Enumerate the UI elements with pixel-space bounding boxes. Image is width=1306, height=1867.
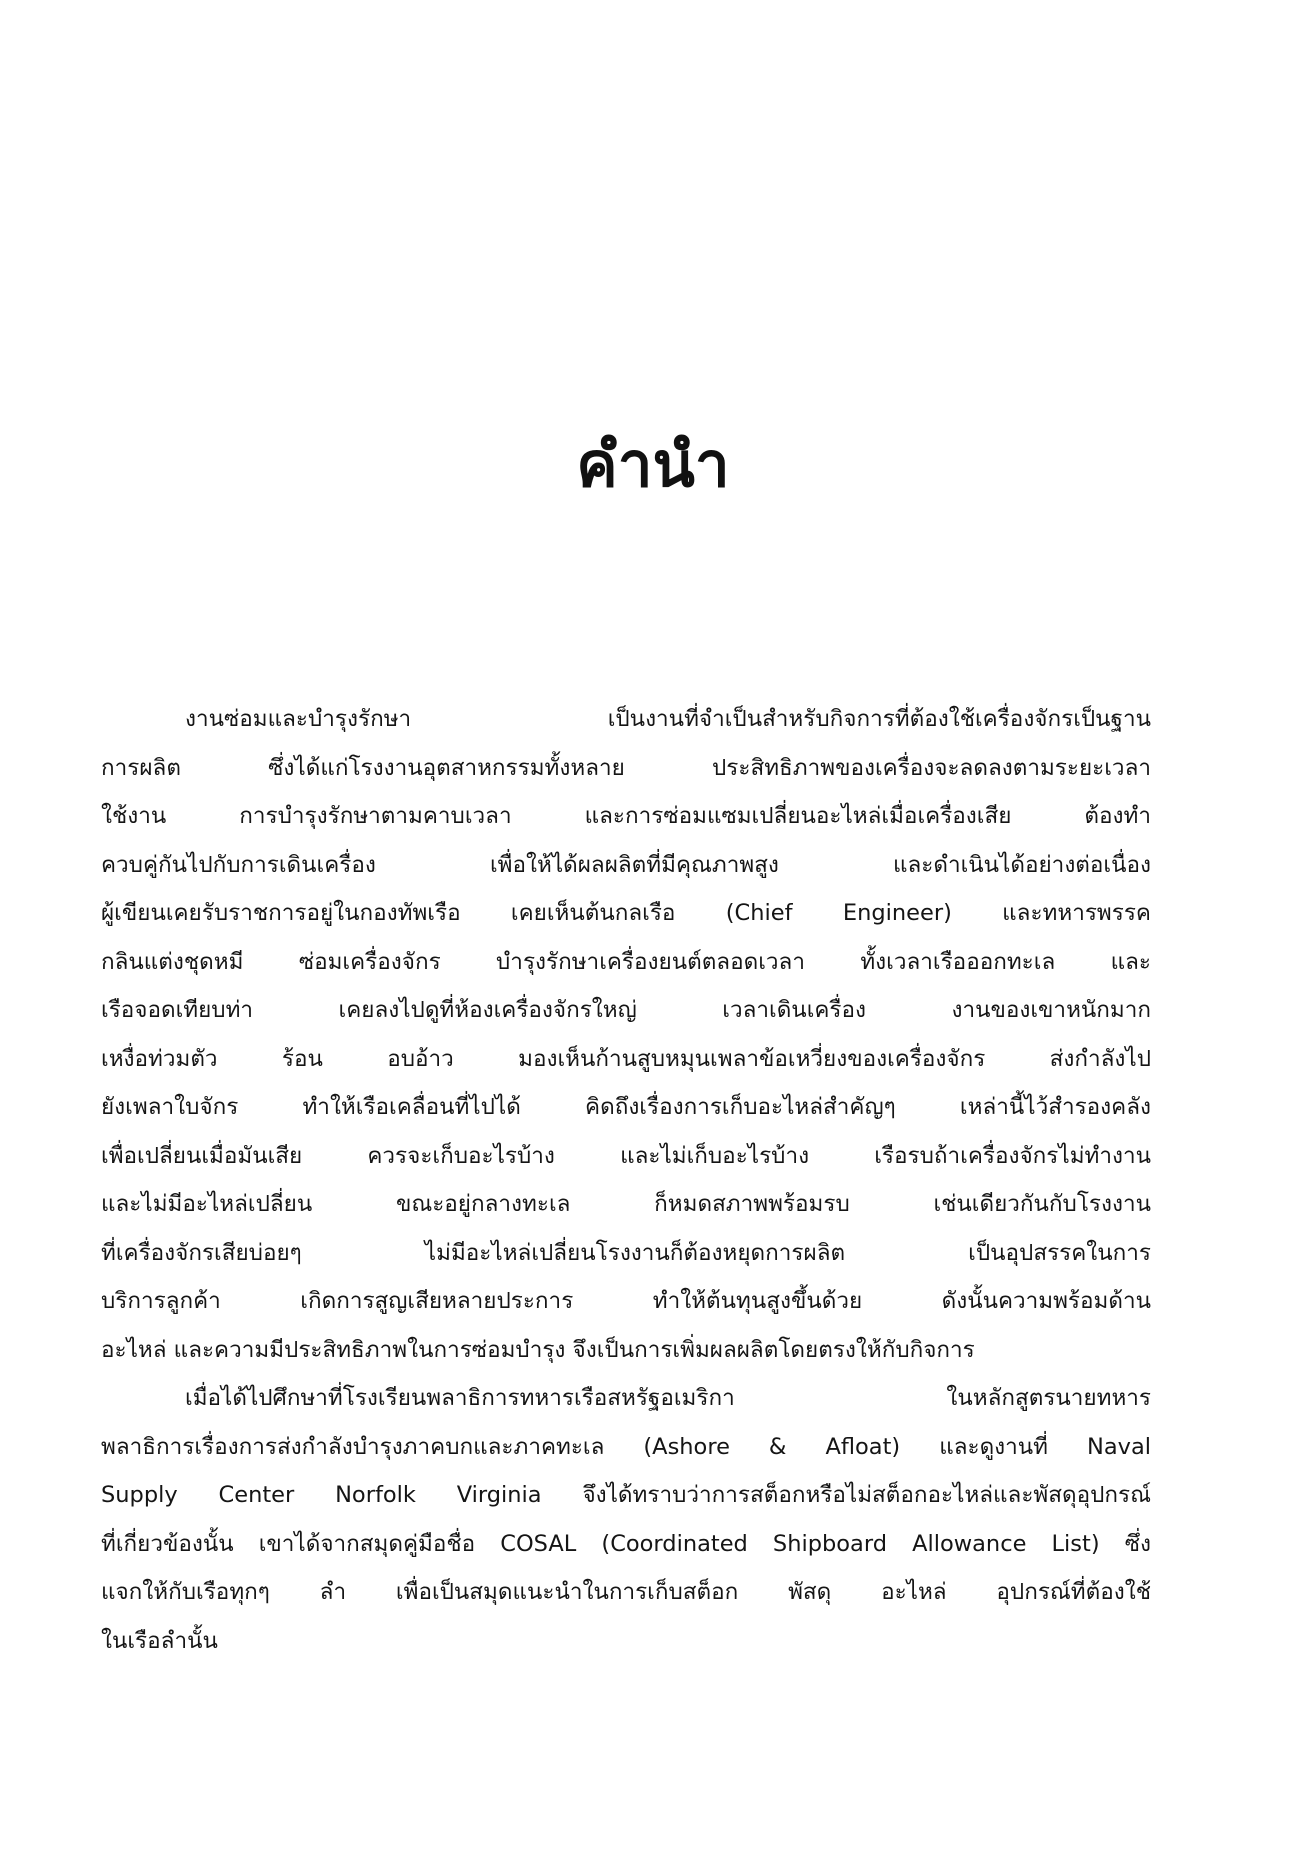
paragraph-line: ใช้งาน การบำรุงรักษาตามคาบเวลา และการซ่อมแซมเปลี่ยนอะไหล่เมื่อเครื่องเสีย ต้องทำ (101, 803, 1151, 829)
paragraph-line: ที่เครื่องจักรเสียบ่อยๆ ไม่มีอะไหล่เปลี่ยนโรงงานก็ต้องหยุดการผลิต เป็นอุปสรรคในการ (101, 1239, 1151, 1266)
preface-body (101, 695, 1151, 1665)
paragraph-line: เหงื่อท่วมตัว ร้อน อบอ้าว มองเห็นก้านสูบหมุนเพลาข้อเหวี่ยงของเครื่องจักร ส่งกำลังไป (101, 1045, 1151, 1072)
page-title: คำนำ (576, 428, 730, 501)
paragraph-line: อะไหล่ และความมีประสิทธิภาพในการซ่อมบำรุง จึงเป็นการเพิ่มผลผลิตโดยตรงให้กับกิจการ (101, 1336, 975, 1363)
paragraph-line: พลาธิการเรื่องการส่งกำลังบำรุงภาคบกและภาคทะเล (Ashore & Afloat) และดูงานที่ Naval (101, 1433, 1151, 1460)
paragraph-line: ผู้เขียนเคยรับราชการอยู่ในกองทัพเรือ เคยเห็นต้นกลเรือ (Chief Engineer) และทหารพรรค (101, 900, 1151, 926)
paragraph-line: การผลิต ซึ่งได้แก่โรงงานอุตสาหกรรมทั้งหลาย ประสิทธิภาพของเครื่องจะลดลงตามระยะเวลา (101, 754, 1151, 781)
paragraph-line: Supply Center Norfolk Virginia จึงได้ทราบว่าการสต็อกหรือไม่สต็อกอะไหล่และพัสดุอุปกรณ์ (101, 1482, 1151, 1508)
paragraph-line: ควบคู่กันไปกับการเดินเครื่อง เพื่อให้ได้ผลผลิตที่มีคุณภาพสูง และดำเนินได้อย่างต่อเนื่อง (101, 851, 1151, 878)
paragraph-line: และไม่มีอะไหล่เปลี่ยน ขณะอยู่กลางทะเล ก็หมดสภาพพร้อมรบ เช่นเดียวกันกับโรงงาน (101, 1191, 1151, 1217)
paragraph-line: บริการลูกค้า เกิดการสูญเสียหลายประการ ทำให้ต้นทุนสูงขึ้นด้วย ดังนั้นความพร้อมด้าน (101, 1288, 1151, 1314)
paragraph-line: แจกให้กับเรือทุกๆ ลำ เพื่อเป็นสมุดแนะนำในการเก็บสต็อก พัสดุ อะไหล่ อุปกรณ์ที่ต้องใช้ (101, 1579, 1151, 1605)
paragraph-line: เมื่อได้ไปศึกษาที่โรงเรียนพลาธิการทหารเรือสหรัฐอเมริกา ในหลักสูตรนายทหาร (185, 1385, 1151, 1411)
paragraph-line: ในเรือลำนั้น (101, 1627, 218, 1654)
paragraph-line: เพื่อเปลี่ยนเมื่อมันเสีย ควรจะเก็บอะไรบ้าง และไม่เก็บอะไรบ้าง เรือรบถ้าเครื่องจักรไม่ทำงาน (101, 1142, 1151, 1169)
paragraph-line: กลินแต่งชุดหมี ซ่อมเครื่องจักร บำรุงรักษาเครื่องยนต์ตลอดเวลา ทั้งเวลาเรือออกทะเล และ (101, 948, 1151, 975)
paragraph-line: งานซ่อมและบำรุงรักษา เป็นงานที่จำเป็นสำหรับกิจการที่ต้องใช้เครื่องจักรเป็นฐาน (185, 706, 1151, 732)
paragraph-line: เรือจอดเทียบท่า เคยลงไปดูที่ห้องเครื่องจักรใหญ่ เวลาเดินเครื่อง งานของเขาหนักมาก (101, 997, 1151, 1023)
paragraph-line: ยังเพลาใบจักร ทำให้เรือเคลื่อนที่ไปได้ คิดถึงเรื่องการเก็บอะไหล่สำคัญๆ เหล่านี้ไว้สำรองคลัง (101, 1094, 1151, 1120)
paragraph-line: ที่เกี่ยวข้องนั้น เขาได้จากสมุดคู่มือชื่อ COSAL (Coordinated Shipboard Allowance List) ซึ่ง (101, 1530, 1151, 1557)
